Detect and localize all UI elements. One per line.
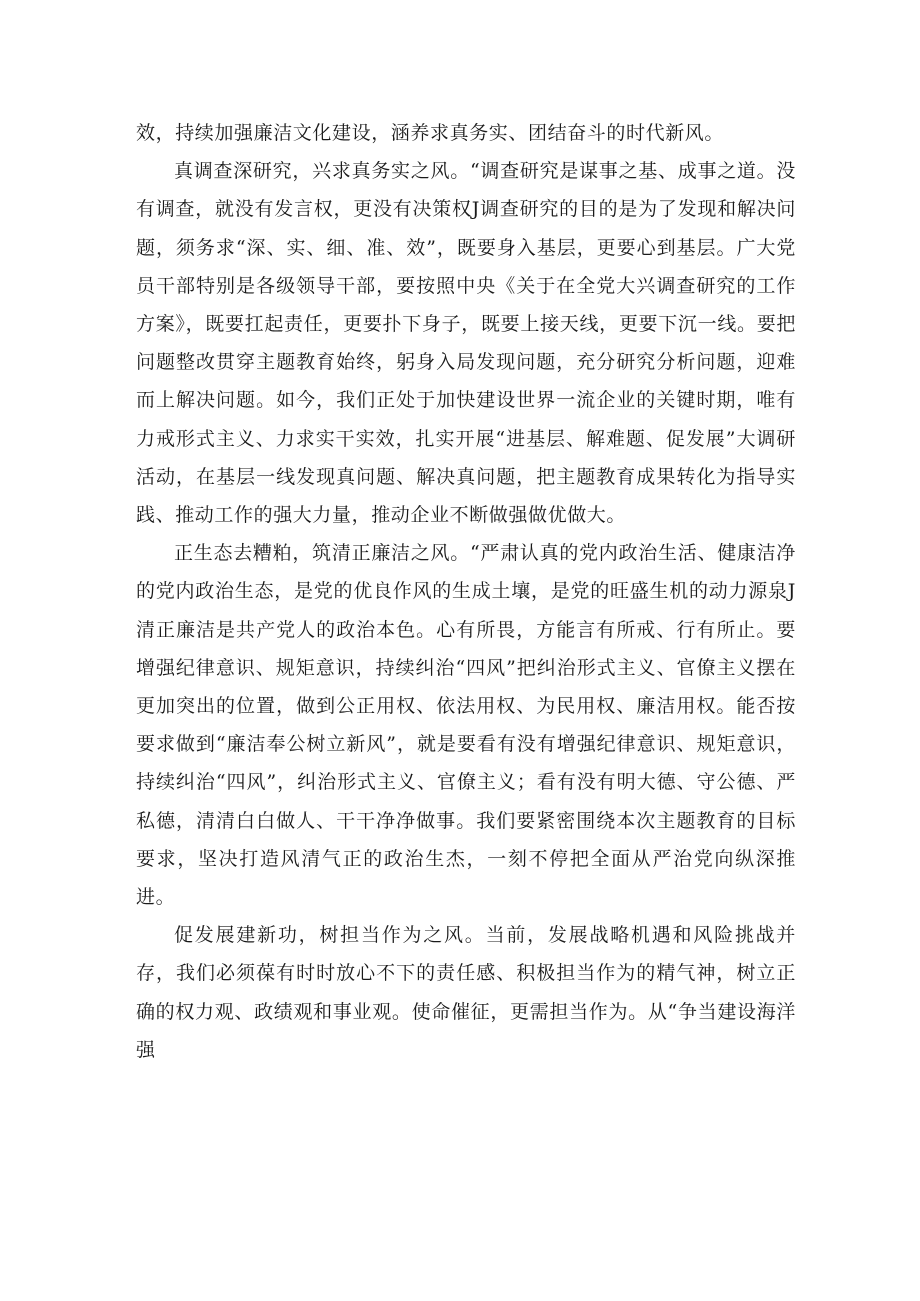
paragraph-integrity: 正生态去糟粕，筑清正廉洁之风。“严肃认真的党内政治生活、健康洁净的党内政治生态，是党的优良作风的生成土壤，是党的旺盛生机的动力源泉J清正廉洁是共产党人的政治本色。心有所畏，方能言有所戒、行有所止。要增强纪律意识、规矩意识，持续纠治“四风”把纠治形式主义、官僚主义摆在更加突出的位置，做到公正用权、依法用权、为民用权、廉洁用权。能否按要求做到“廉洁奉公树立新风”，就是要看有没有增强纪律意识、规矩意识，持续纠治“四风”，纠治形式主义、官僚主义；看有没有明大德、守公德、严私德，清清白白做人、干干净净做事。我们要紧密围绕本次主题教育的目标要求，坚决打造风清气正的政治生杰，一刻不停把全面从严治党向纵深推进。 [136, 542, 796, 909]
paragraph-research: 真调查深研究，兴求真务实之风。“调查研究是谋事之基、成事之道。没有调查，就没有发言权，更没有决策权J调查研究的目的是为了发现和解决问题，须务求“深、实、细、准、效”，既要身入基层，更要心到基层。广大党员干部特别是各级领导干部，要按照中央《关于在全党大兴调查研究的工作方案》，既要扛起责任，更要扑下身子，既要上接天线，更要下沉一线。要把问题整改贯穿主题教育始终，躬身入局发现问题，充分研究分析问题，迎难而上解决问题。如今，我们正处于加快建设世界一流企业的关键时期，唯有力戒形式主义、力求实干实效，扎实开展“进基层、解难题、促发展”大调研活动，在基层一线发现真问题、解决真问题，把主题教育成果转化为指导实践、推动工作的强大力量，推动企业不断做强做优做大。 [136, 160, 796, 527]
paragraph-development: 促发展建新功，树担当作为之风。当前，发展战略机遇和风险挑战并存，我们必须葆有时时放心不下的责任感、积极担当作为的精气神，树立正确的权力观、政绩观和事业观。使命催征，更需担当作为。从“争当建设海洋强 [136, 924, 796, 1061]
document-body [136, 114, 796, 1069]
paragraph-continuation: 效，持续加强廉洁文化建设，涵养求真务实、团结奋斗的时代新风。 [136, 122, 725, 144]
